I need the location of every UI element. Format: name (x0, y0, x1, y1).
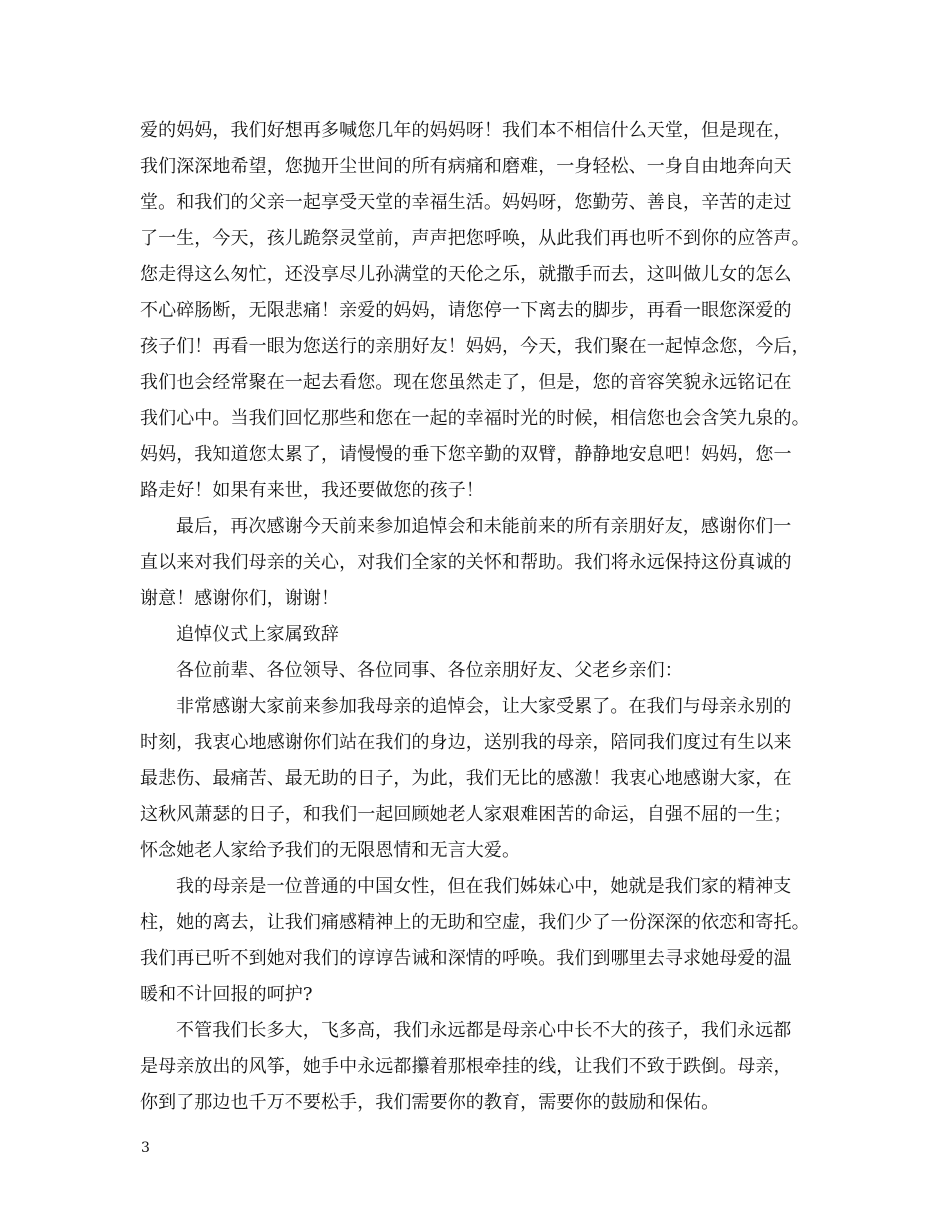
text-line: 我们深深地希望，您抛开尘世间的所有病痛和磨难，一身轻松、一身自由地奔向天 (140, 156, 792, 177)
text-line: 时刻，我衷心地感谢你们站在我们的身边，送别我的母亲，陪同我们度过有生以来 (140, 732, 792, 753)
text-line: 妈妈，我知道您太累了，请慢慢的垂下您辛勤的双臂，静静地安息吧！妈妈，您一 (140, 444, 792, 465)
text-line: 怀念她老人家给予我们的无限恩情和无言大爱。 (140, 840, 521, 861)
text-line: 我们也会经常聚在一起去看您。现在您虽然走了，但是，您的音容笑貌永远铭记在 (140, 372, 792, 393)
text-line: 这秋风萧瑟的日子，和我们一起回顾她老人家艰难困苦的命运，自强不屈的一生； (140, 804, 792, 825)
text-line: 了一生，今天，孩儿跪祭灵堂前，声声把您呼唤，从此我们再也听不到你的应答声。 (140, 228, 810, 249)
text-line: 我们心中。当我们回忆那些和您在一起的幸福时光的时候，相信您也会含笑九泉的。 (140, 408, 810, 429)
text-line: 孩子们！再看一眼为您送行的亲朋好友！妈妈，今天，我们聚在一起悼念您，今后， (140, 336, 810, 357)
text-line: 路走好！如果有来世，我还要做您的孩子！ (140, 480, 484, 501)
text-line: 你到了那边也千万不要松手，我们需要你的教育，需要你的鼓励和保佑。 (140, 1092, 720, 1113)
text-line: 谢意！感谢你们，谢谢！ (140, 588, 340, 609)
page-number: 3 (141, 1140, 150, 1156)
text-line: 直以来对我们母亲的关心，对我们全家的关怀和帮助。我们将永远保持这份真诚的 (140, 552, 792, 573)
paragraph-first-line: 非常感谢大家前来参加我母亲的追悼会，让大家受累了。在我们与母亲永别的 (176, 696, 792, 717)
text-line: 爱的妈妈，我们好想再多喊您几年的妈妈呀！我们本不相信什么天堂，但是现在， (140, 120, 792, 141)
paragraph-first-line: 我的母亲是一位普通的中国女性，但在我们姊妹心中，她就是我们家的精神支 (176, 876, 792, 897)
text-line: 不心碎肠断，无限悲痛！亲爱的妈妈，请您停一下离去的脚步，再看一眼您深爱的 (140, 300, 792, 321)
text-line: 暖和不计回报的呵护? (140, 984, 313, 1005)
salutation: 各位前辈、各位领导、各位同事、各位亲朋好友、父老乡亲们： (176, 660, 683, 681)
text-line: 我们再已听不到她对我们的谆谆告诫和深情的呼唤。我们到哪里去寻求她母爱的温 (140, 948, 792, 969)
section-heading: 追悼仪式上家属致辞 (176, 624, 339, 645)
paragraph-first-line: 不管我们长多大，飞多高，我们永远都是母亲心中长不大的孩子，我们永远都 (176, 1020, 792, 1041)
text-line: 是母亲放出的风筝，她手中永远都攥着那根牵挂的线，让我们不致于跌倒。母亲， (140, 1056, 792, 1077)
text-line: 您走得这么匆忙，还没享尽儿孙满堂的天伦之乐，就撒手而去，这叫做儿女的怎么 (140, 264, 792, 285)
text-line: 堂。和我们的父亲一起享受天堂的幸福生活。妈妈呀，您勤劳、善良，辛苦的走过 (140, 192, 792, 213)
paragraph-first-line: 最后，再次感谢今天前来参加追悼会和未能前来的所有亲朋好友，感谢你们一 (176, 516, 792, 537)
text-line: 最悲伤、最痛苦、最无助的日子，为此，我们无比的感激！我衷心地感谢大家，在 (140, 768, 792, 789)
text-line: 柱，她的离去，让我们痛感精神上的无助和空虚，我们少了一份深深的依恋和寄托。 (140, 912, 810, 933)
